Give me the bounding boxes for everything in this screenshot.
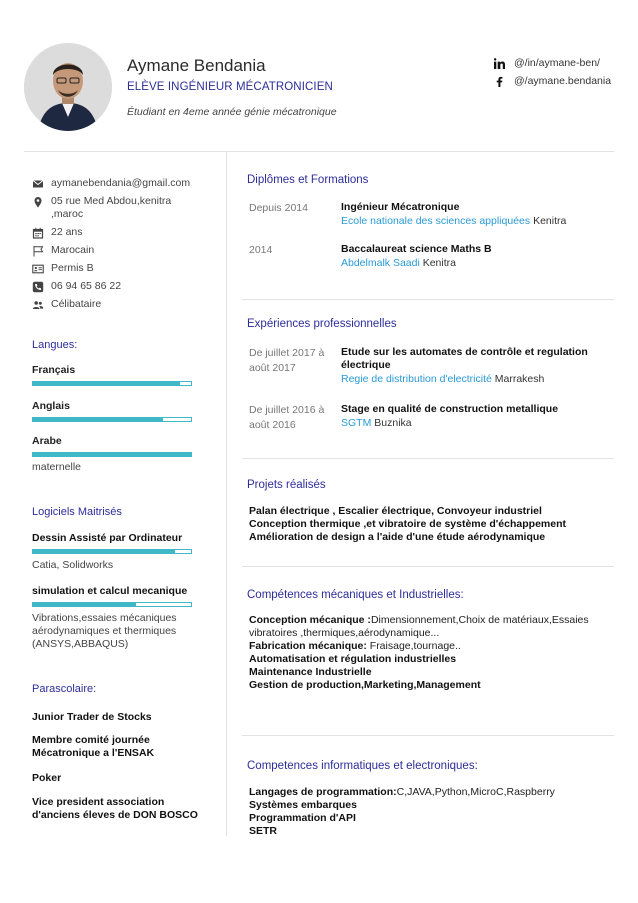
profile-photo-graphic (24, 43, 112, 131)
experience-heading: Expériences professionnelles (247, 318, 397, 330)
extracurricular-heading: Parascolaire: (32, 683, 97, 695)
contact-age (32, 226, 217, 239)
education-heading: Diplômes et Formations (247, 174, 369, 186)
users-icon (32, 299, 44, 311)
experience-date: De juillet 2016 à août 2016 (249, 404, 325, 431)
language-note: maternelle (32, 461, 82, 473)
job-title: ELÈVE INGÉNIEUR MÉCATRONICIEN (127, 81, 333, 93)
header-divider (24, 151, 614, 152)
language-level-fill (33, 382, 180, 385)
id-card-icon (32, 263, 44, 275)
extracurricular-item: Membre comité journée Mécatronique a l'ENSAK (32, 734, 155, 759)
facebook-handle: @/aymane.bendania (514, 75, 612, 87)
experience-company (341, 372, 596, 387)
contact-email (32, 177, 217, 190)
software-level-bar (32, 602, 192, 607)
map-pin-icon (32, 196, 44, 208)
it-skill-item: Programmation d'API (249, 812, 356, 824)
contact-status-text: Célibataire (51, 298, 102, 310)
mech-skill-item: Maintenance Industrielle (249, 666, 372, 678)
software-level-fill (33, 603, 136, 606)
experience-title: Stage en qualité de construction metallique (341, 403, 559, 415)
contact-nationality (32, 244, 217, 257)
project-item: Amélioration de design a l'aide d'une étude aérodynamique (249, 531, 546, 543)
language-level-bar (32, 417, 192, 422)
calendar-icon (32, 227, 44, 239)
software-level-fill (33, 550, 175, 553)
it-skills-list (249, 786, 611, 838)
it-skills-heading: Competences informatiques et electroniques: (247, 760, 478, 772)
mech-skill-item: Fabrication mécanique: Fraisage,tournage.. (249, 640, 461, 652)
mech-skills-heading: Compétences mécaniques et Industrielles: (247, 589, 464, 601)
language-level-fill (33, 418, 163, 421)
company-link[interactable]: Regie de distribution d'electricité (341, 373, 492, 385)
contact-status (32, 298, 217, 311)
software-detail: Vibrations,essaies mécaniques aérodynamiques et thermiques (ANSYS,ABBAQUS) (32, 612, 177, 650)
projects-heading: Projets réalisés (247, 479, 326, 491)
institution-link[interactable]: Ecole nationale des sciences appliquées (341, 215, 531, 227)
experience-entry (341, 346, 596, 387)
software-item (32, 532, 197, 554)
experience-company (341, 416, 596, 431)
language-item (32, 400, 192, 422)
flag-icon (32, 245, 44, 257)
company-city: Buznika (374, 417, 412, 429)
education-date: 2014 (249, 244, 273, 256)
software-name: Dessin Assisté par Ordinateur (32, 532, 183, 544)
envelope-icon (32, 178, 44, 190)
company-city: Marrakesh (494, 373, 545, 385)
mech-skill-item: Conception mécanique :Dimensionnement,Choix de matériaux,Essaies vibratoires ,thermiques,aérodynamique... (249, 614, 589, 639)
education-entry (341, 243, 611, 271)
contact-age-text: 22 ans (51, 226, 83, 238)
profile-photo (24, 43, 112, 131)
project-item: Palan électrique , Escalier électrique, Convoyeur industriel (249, 505, 542, 517)
education-date: Depuis 2014 (249, 202, 308, 214)
language-item (32, 435, 192, 457)
software-name: simulation et calcul mecanique (32, 585, 188, 597)
extracurricular-item: Vice president association d'anciens éleves de DON BOSCO (32, 796, 198, 821)
contact-address (32, 195, 217, 221)
extracurricular-item: Junior Trader de Stocks (32, 711, 152, 723)
contact-list (32, 177, 217, 316)
phone-icon (32, 281, 44, 293)
language-level-bar (32, 452, 192, 457)
languages-heading: Langues: (32, 339, 78, 351)
company-link[interactable]: SGTM (341, 417, 372, 429)
facebook-link[interactable] (494, 72, 611, 90)
language-item (32, 364, 192, 386)
education-entry (341, 201, 611, 229)
section-divider (242, 735, 614, 736)
education-title: Baccalaureat science Maths B (341, 243, 492, 255)
contact-address-text: 05 rue Med Abdou,kenitra ,maroc (51, 195, 172, 220)
contact-nationality-text: Marocain (51, 244, 95, 256)
experience-title: Etude sur les automates de contrôle et regulation électrique (341, 346, 588, 371)
experience-date: De juillet 2017 à août 2017 (249, 347, 325, 374)
mech-skill-item: Gestion de production,Marketing,Management (249, 679, 481, 691)
software-item (32, 585, 197, 607)
education-institution (341, 214, 611, 229)
it-skill-item: Langages de programmation:C,JAVA,Python,MicroC,Raspberry (249, 786, 555, 798)
language-name: Arabe (32, 435, 62, 447)
linkedin-handle: @/in/aymane-ben/ (514, 57, 600, 69)
mech-skills-list (249, 614, 604, 692)
it-skill-item: SETR (249, 825, 278, 837)
contact-license-text: Permis B (51, 262, 94, 274)
language-level-bar (32, 381, 192, 386)
software-level-bar (32, 549, 192, 554)
column-divider (226, 152, 227, 836)
extracurricular-item: Poker (32, 772, 62, 784)
project-item: Conception thermique ,et vibratoire de système d'échappement (249, 518, 566, 530)
facebook-icon (494, 76, 505, 87)
linkedin-link[interactable] (494, 54, 611, 72)
software-detail: Catia, Solidworks (32, 559, 114, 571)
institution-city: Kenitra (422, 257, 456, 269)
section-divider (242, 299, 614, 300)
contact-email-text: aymanebendania@gmail.com (51, 177, 191, 189)
projects-list (249, 505, 611, 544)
education-institution (341, 256, 611, 271)
language-name: Anglais (32, 400, 70, 412)
education-title: Ingénieur Mécatronique (341, 201, 460, 213)
social-links (494, 54, 611, 90)
institution-city: Kenitra (533, 215, 567, 227)
linkedin-icon (494, 58, 505, 69)
candidate-name: Aymane Bendania (127, 56, 266, 75)
contact-license (32, 262, 217, 275)
contact-phone-text: 06 94 65 86 22 (51, 280, 122, 292)
section-divider (242, 566, 614, 567)
tagline: Étudiant en 4eme année génie mécatronique (127, 106, 337, 118)
experience-entry (341, 403, 596, 431)
institution-link[interactable]: Abdelmalk Saadi (341, 257, 420, 269)
section-divider (242, 458, 614, 459)
it-skill-item: Systèmes embarques (249, 799, 357, 811)
language-name: Français (32, 364, 76, 376)
mech-skill-item: Automatisation et régulation industrielles (249, 653, 457, 665)
software-heading: Logiciels Maitrisés (32, 506, 122, 518)
contact-phone (32, 280, 217, 293)
language-level-fill (33, 453, 191, 456)
